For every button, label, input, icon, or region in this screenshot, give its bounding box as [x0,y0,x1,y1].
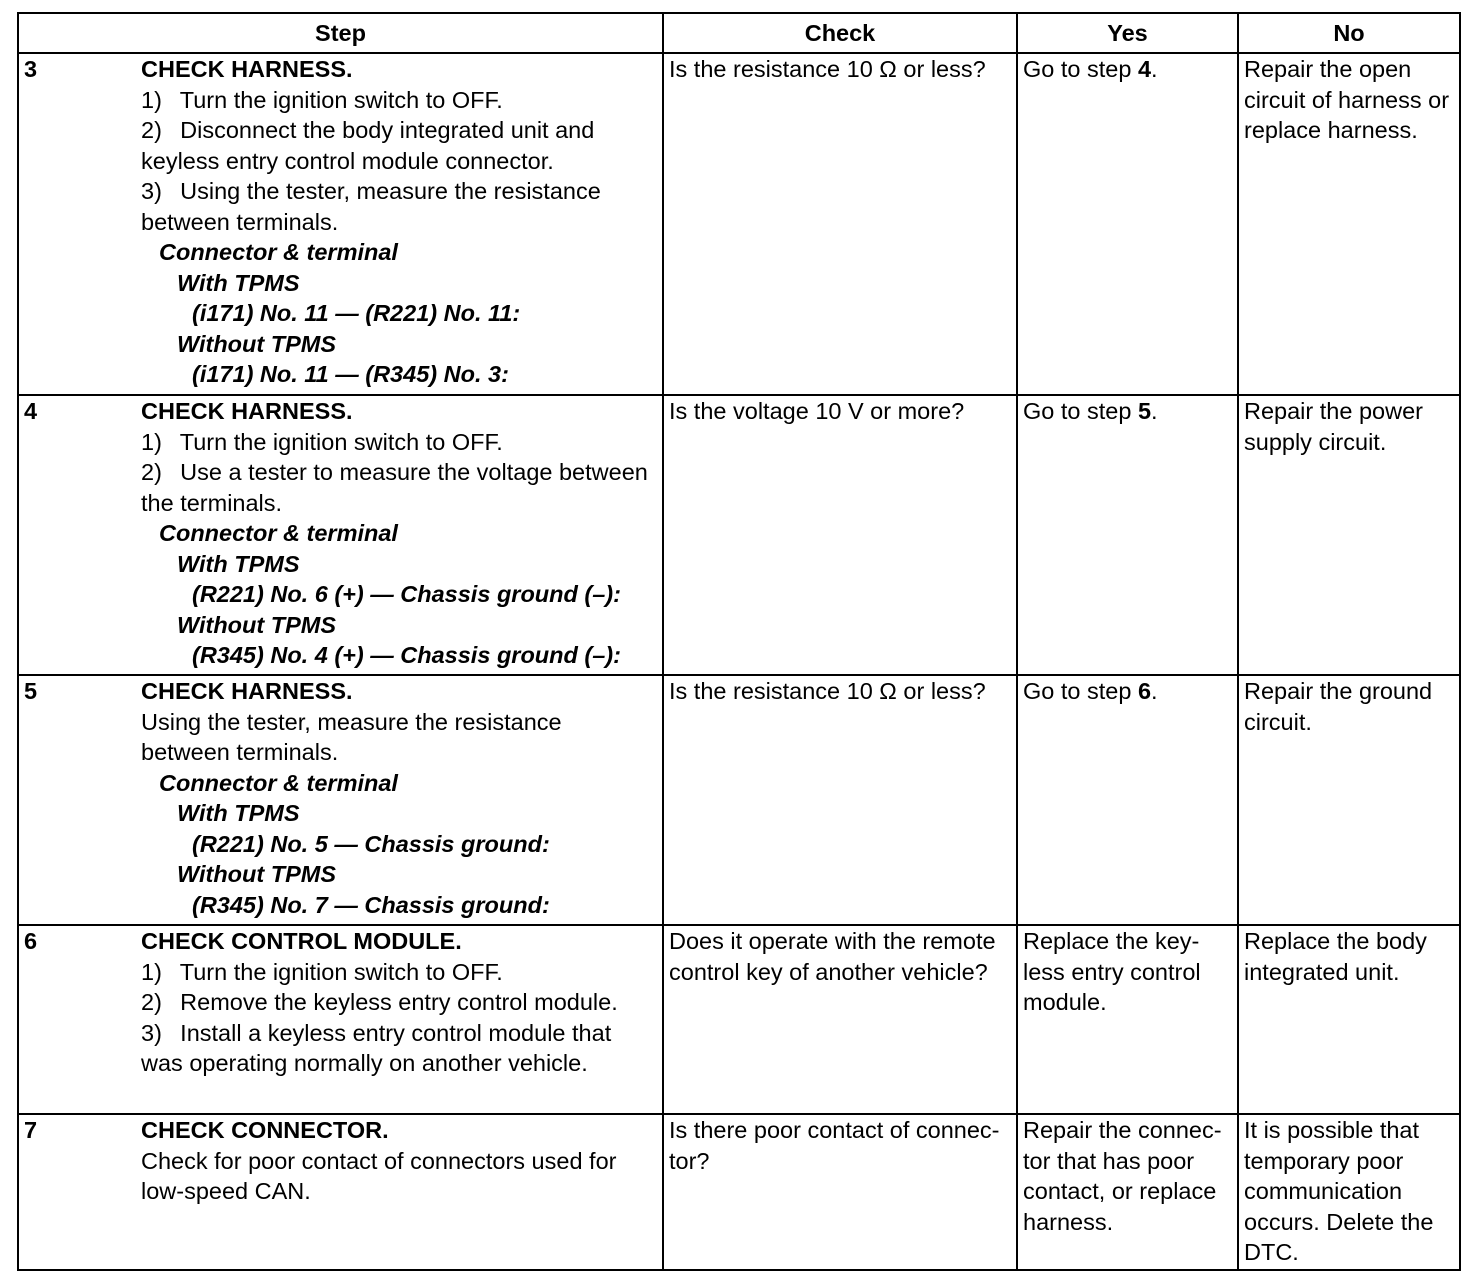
yes-cell [1017,395,1238,675]
step-title: CHECK HARNESS. [141,56,353,82]
spec-with-label: With TPMS [177,800,300,826]
step-title: CHECK CONTROL MODULE. [141,928,462,954]
header-yes: Yes [1017,13,1238,53]
spec-heading: Connector & terminal [159,769,398,796]
step-instruction: 2) Disconnect the body integrated unit and keyless entry control module connector. [141,117,595,174]
spec-with-label: With TPMS [177,550,300,577]
step-cell [18,53,663,395]
step-title: CHECK CONNECTOR. [141,1117,389,1143]
step-number: 4 [24,398,38,424]
header-check: Check [663,13,1017,53]
step-title: CHECK HARNESS. [141,678,353,704]
spec-with-value: (i171) No. 11 — (R221) No. 11: [192,300,521,326]
yes-step-number: 5 [1137,398,1152,424]
table-row [18,395,1460,675]
check-cell: Is the resistance 10 Ω or less? [663,675,1017,925]
step-instruction: 2) Use a tester to measure the voltage between the terminals. [141,459,648,516]
spec-without-value: (i171) No. 11 — (R345) No. 3: [192,361,509,387]
spec-with-value: (R221) No. 5 — Chassis ground: [192,830,550,857]
spec-without-label: Without TPMS [177,861,337,887]
step-body [141,396,651,671]
step-instruction: 3) Using the tester, measure the resistance between terminals. [141,178,601,235]
yes-suffix: . [1151,678,1158,704]
step-number: 7 [24,1117,38,1143]
yes-cell: Replace the keyless entry control module. [1017,925,1238,1114]
step-instruction: Check for poor contact of connectors used for low-speed CAN. [141,1147,617,1204]
header-row [18,13,1460,53]
step-cell [18,925,663,1114]
spec-without-value: (R345) No. 7 — Chassis ground: [192,891,550,918]
yes-cell [1017,675,1238,925]
step-instruction: Using the tester, measure the resistance between terminals. [141,708,562,765]
check-cell: Is the resistance 10 Ω or less? [663,53,1017,395]
yes-cell [1017,53,1238,395]
table-row [18,53,1460,395]
header-step: Step [18,13,663,53]
step-body [141,926,651,1079]
step-number: 5 [24,678,38,704]
table-row [18,1114,1460,1270]
no-cell: Repair the ground circuit. [1238,675,1460,925]
step-instruction: 3) Install a keyless entry control module that was operating normally on another vehicle. [141,1019,612,1076]
step-cell [18,395,663,675]
step-body [141,54,651,390]
yes-cell: Repair the connector that has poor contact, or replace harness. [1017,1114,1238,1270]
spec-without-value: (R345) No. 4 (+) — Chassis ground (–): [192,642,621,668]
yes-prefix: Go to step [1023,678,1138,704]
spec-heading: Connector & terminal [159,239,398,265]
no-cell: It is possible that temporary poor communication occurs. Delete the DTC. [1238,1114,1460,1270]
step-body [141,1115,651,1207]
yes-suffix: . [1151,398,1158,424]
step-number: 6 [24,928,38,954]
spec-without-label: Without TPMS [177,611,337,638]
yes-suffix: . [1151,56,1158,82]
yes-step-number: 6 [1137,678,1152,704]
step-instruction: 1) Turn the ignition switch to OFF. [141,428,503,455]
spec-heading: Connector & terminal [159,520,398,546]
no-cell: Replace the body integrated unit. [1238,925,1460,1114]
yes-prefix: Go to step [1023,398,1138,424]
step-instruction: 1) Turn the ignition switch to OFF. [141,86,503,113]
yes-step-number: 4 [1137,56,1152,82]
step-instruction: 2) Remove the keyless entry control module. [141,989,618,1015]
step-title: CHECK HARNESS. [141,398,353,424]
no-cell: Repair the power supply circuit. [1238,395,1460,675]
yes-prefix: Go to step [1023,56,1138,82]
step-cell [18,1114,663,1270]
diagnostic-procedure-table [17,12,1461,1271]
check-cell: Is the voltage 10 V or more? [663,395,1017,675]
step-number: 3 [24,56,38,82]
check-cell: Is there poor contact of connector? [663,1114,1017,1270]
check-cell: Does it operate with the remote control key of another vehicle? [663,925,1017,1114]
step-instruction: 1) Turn the ignition switch to OFF. [141,958,503,985]
spec-with-value: (R221) No. 6 (+) — Chassis ground (–): [192,581,621,607]
no-cell: Repair the open circuit of harness or replace harness. [1238,53,1460,395]
spec-with-label: With TPMS [177,269,300,296]
header-no: No [1238,13,1460,53]
step-cell [18,675,663,925]
step-body [141,676,651,920]
table-row [18,675,1460,925]
spec-without-label: Without TPMS [177,330,337,357]
table-row [18,925,1460,1114]
